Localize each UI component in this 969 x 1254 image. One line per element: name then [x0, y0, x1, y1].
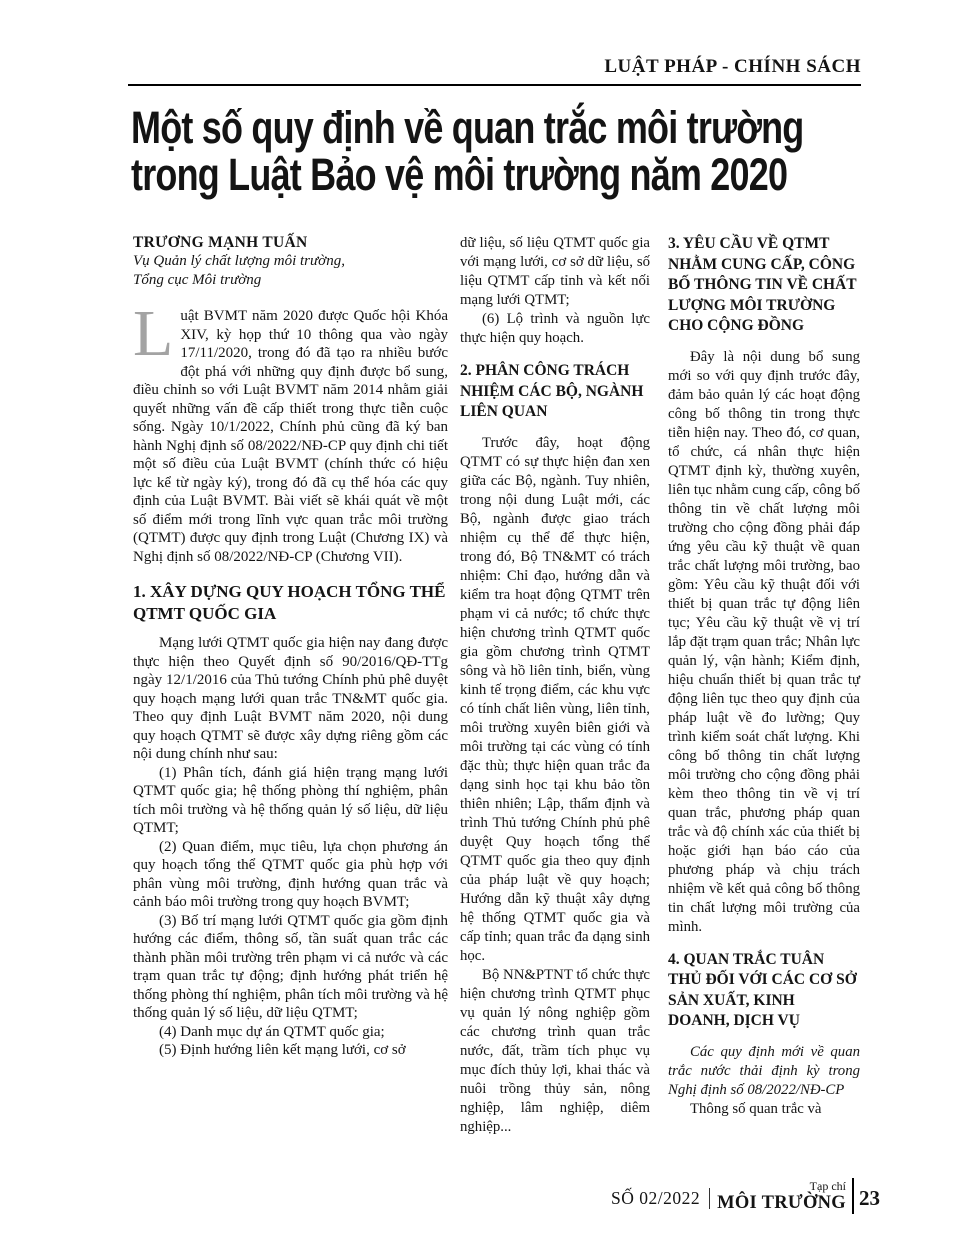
list-item-3: (3) Bố trí mạng lưới QTMT quốc gia gồm định hướng các điểm, thông số, tần suất quan trắc các thành phần môi trường trên phạm vi cả nước và các trạm quan trắc tự động; định hướng phát triển hệ thống phòng thí nghiệm, phân tích môi trường và hệ thống quản lý số liệu, dữ liệu QTMT; [133, 912, 448, 1021]
author-affiliation-line-2: Tổng cục Môi trường [133, 272, 262, 288]
magazine-logo [717, 1180, 846, 1215]
footer-divider-thick [852, 1178, 854, 1214]
author-name: TRƯƠNG MẠNH TUẤN [133, 234, 308, 251]
lead-paragraph [133, 297, 448, 566]
paragraph: Mạng lưới QTMT quốc gia hiện nay đang được thực hiện theo Quyết định số 90/2016/QĐ-TTg ngày 12/1/2016 của Thủ tướng Chính phủ phê duyệt quy hoạch mạng lưới quan trắc TN&MT quốc gia. Theo quy định Luật BVMT năm 2020, nội dung quy hoạch QTMT sẽ được xây dựng riêng gồm các nội dung chính như sau: [133, 635, 448, 762]
article-title-line-2: trong Luật Bảo vệ môi trường năm 2020 [131, 149, 788, 200]
section-heading-3: 3. YÊU CẦU VỀ QTMT NHẰM CUNG CẤP, CÔNG BỐ THÔNG TIN VỀ CHẤT LƯỢNG MÔI TRƯỜNG CHO CỘNG ĐỒNG [668, 235, 857, 334]
continued-paragraph: dữ liệu, số liệu QTMT quốc gia với mạng lưới, cơ sở dữ liệu, số liệu QTMT cấp tỉnh và kết nối mạng lưới QTMT; [460, 235, 650, 308]
page-number: 23 [859, 1186, 880, 1210]
author-affiliation-line-1: Vụ Quản lý chất lượng môi trường, [133, 253, 345, 269]
paragraph: Đây là nội dung bổ sung mới so với quy định trước đây, đảm bảo quản lý các hoạt động công bố thông tin trong thực tiễn hiện nay. Theo đó, cơ quan, tổ chức, cá nhân thực hiện QTMT định kỳ, thường xuyên, liên tục nhằm cung cấp, công bố thông tin về chất lượng môi trường cho cộng đồng phải đáp ứng yêu cầu kỹ thuật về quan trắc chất lượng môi trường, bao gồm: Yêu cầu kỹ thuật đối với thiết bị quan trắc tự động liên tục; Yêu cầu kỹ thuật về vị trí lắp đặt trạm quan trắc; Nhân lực quản lý, vận hành; Kiểm định, hiệu chuẩn thiết bị quan trắc tự động liên tục theo quy định của pháp luật về đo lường; Quy trình kiểm soát chất lượng. Khi công bố thông tin chất lượng môi trường cho cộng đồng phải kèm theo thông tin về vị trí quan trắc, phương pháp quan trắc và độ chính xác của thiết bị hoặc giới hạn báo cáo của phương pháp và chịu trách nhiệm về kết quả công bố thông tin chất lượng môi trường của mình. [668, 348, 860, 935]
magazine-name: MÔI TRƯỜNG [717, 1192, 846, 1213]
list-item-1: (1) Phân tích, đánh giá hiện trạng mạng lưới QTMT quốc gia; hệ thống phòng thí nghiệm, phân tích môi trường và hệ thống quản lý số liệu, dữ liệu QTMT; [133, 764, 448, 836]
footer-issue: SỐ 02/2022 [610, 1188, 701, 1208]
list-item-4: (4) Danh mục dự án QTMT quốc gia; [159, 1023, 385, 1040]
footer-divider-thin [709, 1188, 710, 1209]
paragraph: Trước đây, hoạt động QTMT có sự thực hiện đan xen giữa các Bộ, ngành. Tuy nhiên, trong nội dung Luật mới, các Bộ, ngành được giao trách nhiệm cụ thể để thực hiện, trong đó, Bộ TN&MT có trách nhiệm: Chỉ đạo, hướng dẫn và kiểm tra hoạt động QTMT trên phạm vi cả nước; tổ chức thực hiện chương trình QTMT quốc gia gồm chương trình QTMT sông và hồ liên tỉnh, biển, vùng kinh tế trọng điểm, các khu vực có tính chất liên vùng, liên tỉnh, môi trường xuyên biên giới và môi trường tại các vùng có tính đặc thù; thực hiện quan trắc đa dạng sinh học tại khu bảo tồn thiên nhiên; Lập, thẩm định và trình Thủ tướng Chính phủ phê duyệt Quy hoạch tổng thể QTMT quốc gia theo quy định của pháp luật về quy hoạch; Hướng dẫn kỹ thuật xây dựng hệ thống QTMT quốc gia và cấp tỉnh; quan trắc đa dạng sinh học. [460, 434, 650, 964]
page-footer [611, 1178, 880, 1214]
author-block [133, 234, 448, 290]
article-title-line-1: Một số quy định về quan trắc môi trường [131, 102, 804, 153]
lead-paragraph-text: uật BVMT năm 2020 được Quốc hội Khóa XIV, kỳ họp thứ 10 thông qua vào ngày 17/11/2020, trong đó đã tạo ra nhiều bước đột phá với những quy định được bổ sung, điều chỉnh so với Luật BVMT năm 2014 nhằm giải quyết những vấn đề cấp thiết trong thực tiễn cuộc sống. Ngày 10/1/2022, Chính phủ cũng đã ký ban hành Nghị định số 08/2022/NĐ-CP quy định chi tiết một số điều của Luật BVMT (chính thức có hiệu lực kể từ ngày ký), trong đó đã cụ thể hóa các quy định của Luật BVMT. Bài viết sẽ khái quát về một số điểm mới trong lĩnh vực quan trắc môi trường (QTMT) được quy định trong Luật (Chương IX) và Nghị định số 08/2022/NĐ-CP (Chương VII). [133, 308, 448, 565]
column-1 [133, 234, 448, 1137]
header-rule-divider [128, 84, 861, 86]
list-item-6: (6) Lộ trình và nguồn lực thực hiện quy hoạch. [460, 311, 650, 346]
column-3 [668, 234, 860, 1137]
magazine-label: Tạp chí [809, 1178, 846, 1193]
section-heading-4: 4. QUAN TRẮC TUÂN THỦ ĐỐI VỚI CÁC CƠ SỞ SẢN XUẤT, KINH DOANH, DỊCH VỤ [668, 950, 857, 1029]
column-2 [460, 234, 650, 1137]
list-item-2: (2) Quan điểm, mục tiêu, lựa chọn phương án quy hoạch tổng thể QTMT quốc gia phù hợp với phân vùng môi trường, định hướng quan trắc và cảnh báo môi trường trong quy hoạch BVMT; [133, 838, 448, 910]
paragraph: Bộ NN&PTNT tổ chức thực hiện chương trình QTMT phục vụ quản lý nông nghiệp gồm các chương trình quan trắc nước, đất, trầm tích phục vụ mục đích thủy lợi, khai thác và nuôi trồng thủy sản, nông nghiệp, lâm nghiệp, diêm nghiệp... [460, 966, 650, 1135]
article-body [133, 234, 860, 1137]
paragraph: Thông số quan trắc và [690, 1100, 822, 1117]
italic-intro-paragraph: Các quy định mới về quan trắc nước thải định kỳ trong Nghị định số 08/2022/NĐ-CP [668, 1043, 860, 1098]
drop-cap: L [133, 297, 174, 370]
article-title [131, 104, 969, 198]
list-item-5: (5) Định hướng liên kết mạng lưới, cơ sở [159, 1042, 406, 1058]
section-heading-2: 2. PHÂN CÔNG TRÁCH NHIỆM CÁC BỘ, NGÀNH LIÊN QUAN [460, 362, 644, 420]
section-heading-1: 1. XÂY DỰNG QUY HOẠCH TỔNG THỂ QTMT QUỐC GIA [133, 582, 446, 623]
section-kicker: LUẬT PHÁP - CHÍNH SÁCH [604, 56, 861, 77]
